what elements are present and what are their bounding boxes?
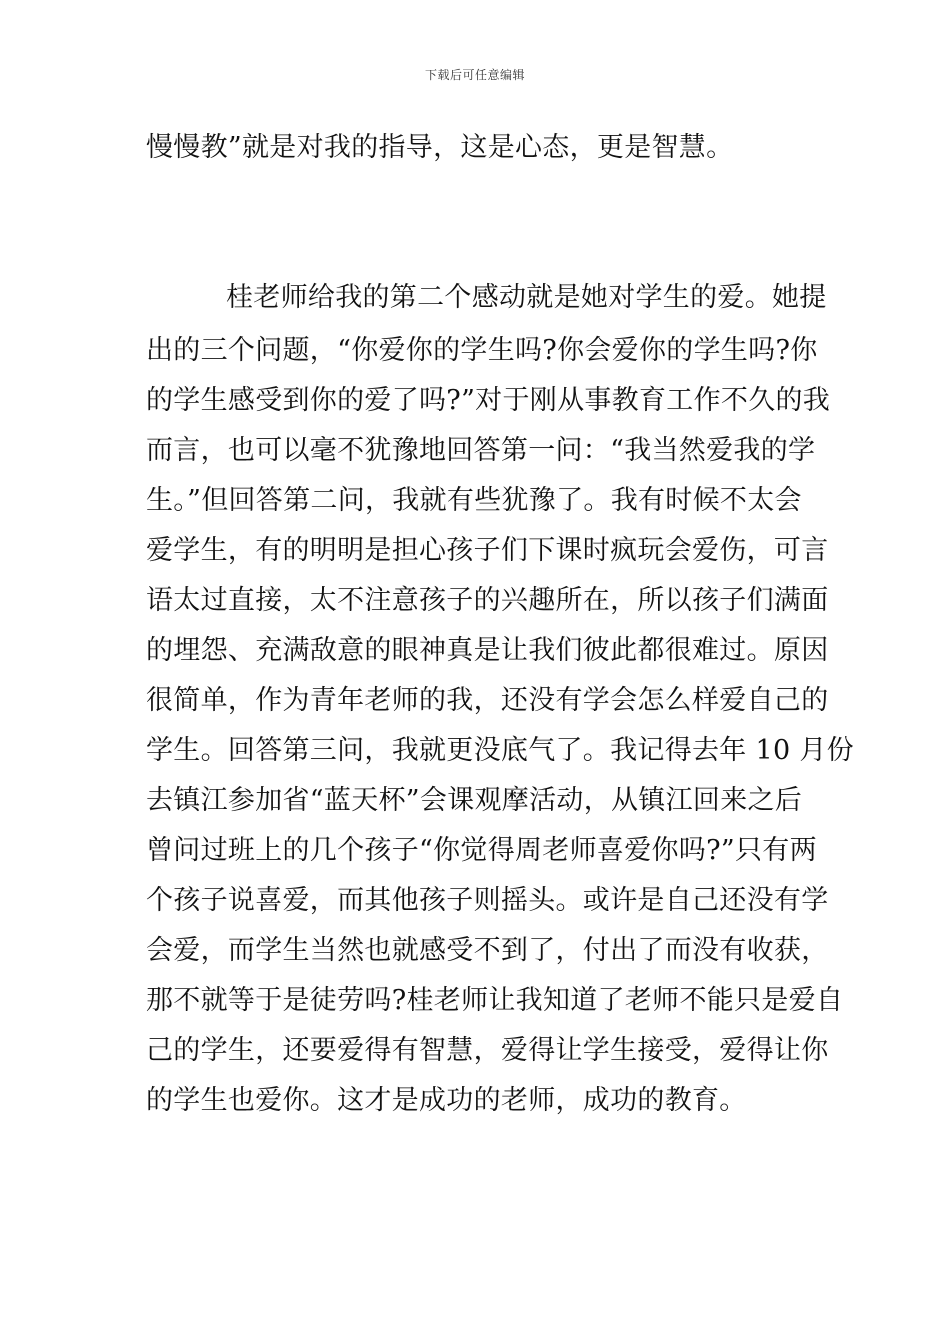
text-line: 个孩子说喜爱，而其他孩子则摇头。或许是自己还没有学	[146, 885, 829, 916]
text-line: 的学生也爱你。这才是成功的老师，成功的教育。	[146, 1085, 747, 1116]
text-line: 会爱，而学生当然也就感受不到了，付出了而没有收获，	[146, 935, 829, 966]
page-header: 下载后可任意编辑	[424, 68, 525, 82]
text-line: 爱学生，有的明明是担心孩子们下课时疯玩会爱伤，可言	[146, 535, 829, 566]
text-line: 的学生感受到你的爱了吗?”对于刚从事教育工作不久的我	[146, 385, 831, 416]
text-line: 出的三个问题，“你爱你的学生吗?你会爱你的学生吗?你	[146, 335, 818, 366]
text-line: 学生。回答第三问，我就更没底气了。我记得去年 10 月份	[146, 735, 854, 766]
text-line: 生。”但回答第二问，我就有些犹豫了。我有时候不太会	[146, 485, 802, 516]
text-line: 而言，也可以毫不犹豫地回答第一问：“我当然爱我的学	[146, 435, 816, 466]
text-line: 己的学生，还要爱得有智慧，爱得让学生接受，爱得让你	[146, 1035, 829, 1066]
text-line: 桂老师给我的第二个感动就是她对学生的爱。她提	[226, 282, 827, 313]
text-line: 语太过直接，太不注意孩子的兴趣所在，所以孩子们满面	[146, 585, 829, 616]
text-line: 曾问过班上的几个孩子“你觉得周老师喜爱你吗?”只有两	[146, 835, 817, 866]
text-line: 慢慢教”就是对我的指导，这是心态，更是智慧。	[146, 132, 734, 163]
text-line: 的埋怨、充满敌意的眼神真是让我们彼此都很难过。原因	[146, 635, 829, 666]
text-line: 去镇江参加省“蓝天杯”会课观摩活动，从镇江回来之后	[146, 785, 803, 816]
text-line: 那不就等于是徒劳吗?桂老师让我知道了老师不能只是爱自	[146, 985, 844, 1016]
text-line: 很简单，作为青年老师的我，还没有学会怎么样爱自己的	[146, 685, 829, 716]
